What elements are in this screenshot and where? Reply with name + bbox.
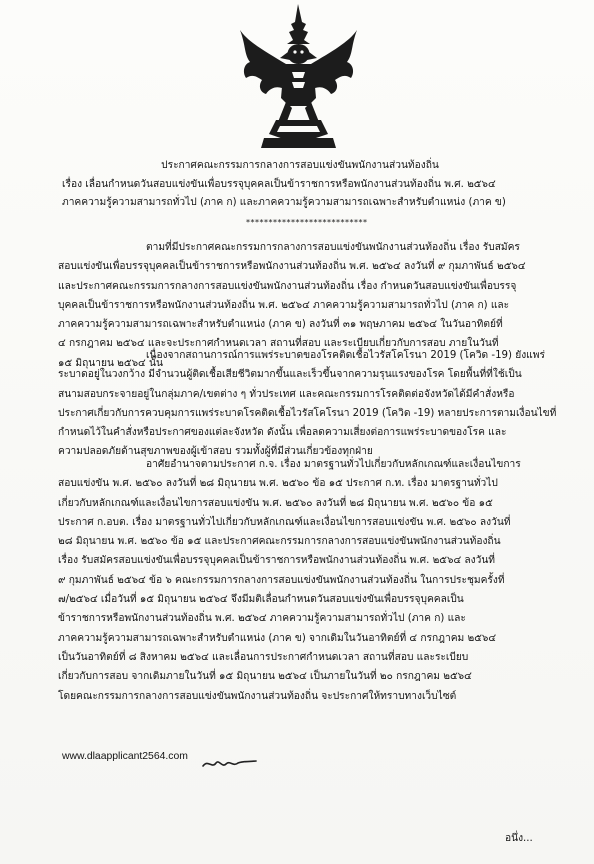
announcement-subject-line2: ภาคความรู้ความสามารถทั่วไป (ภาค ก) และภาคความรู้ความสามารถเฉพาะสำหรับตำแหน่ง (ภาค ข) — [62, 197, 506, 208]
website-url: www.dlaapplicant2564.com — [62, 751, 188, 762]
text-line: กำหนดไว้ในคำสั่งหรือประกาศของแต่ละจังหวัด ดังนั้น เพื่อลดความเสี่ยงต่อการแพร่ระบาดของโรค และ — [58, 427, 507, 439]
text-line: โดยคณะกรรมการกลางการสอบแข่งขันพนักงานส่วนท้องถิ่น จะประกาศให้ทราบทางเว็บไซต์ — [58, 690, 457, 702]
text-line: สอบแข่งขันเพื่อบรรจุบุคคลเป็นข้าราชการหรือพนักงานส่วนท้องถิ่น พ.ศ. ๒๕๖๔ ลงวันที่ ๙ กุมภาพันธ์ ๒๕๖๔ — [58, 261, 526, 273]
text-line: ๑๕ มิถุนายน ๒๕๖๔ นั้น — [58, 357, 163, 369]
text-line: และประกาศคณะกรรมการกลางการสอบแข่งขันพนักงานส่วนท้องถิ่น เรื่อง กำหนดวันสอบแข่งขันเพื่อบรรจุ — [58, 280, 517, 292]
garuda-emblem-icon — [236, 2, 361, 152]
text-line: เกี่ยวกับการสอบ จากเดิมภายในวันที่ ๑๕ มิถุนายน ๒๕๖๔ เป็นภายในวันที่ ๒๐ กรกฎาคม ๒๕๖๔ — [58, 671, 472, 683]
text-line: สนามสอบกระจายอยู่ในกลุ่มภาค/เขตต่าง ๆ ทั่วประเทศ และคณะกรรมการโรคติดต่อจังหวัดได้มีคำสั่งหรือ — [58, 388, 515, 400]
announcement-title: ประกาศคณะกรรมการกลางการสอบแข่งขันพนักงานส่วนท้องถิ่น — [161, 160, 439, 171]
text-line: ๗/๒๕๖๔ เมื่อวันที่ ๑๕ มิถุนายน ๒๕๖๔ จึงมีมติเลื่อนกำหนดวันสอบแข่งขันเพื่อบรรจุบุคคลเป็น — [58, 594, 464, 606]
text-line: ตามที่มีประกาศคณะกรรมการกลางการสอบแข่งขันพนักงานส่วนท้องถิ่น เรื่อง รับสมัคร — [146, 242, 520, 253]
text-line: ประกาศ ก.อบต. เรื่อง มาตรฐานทั่วไปเกี่ยวกับหลักเกณฑ์และเงื่อนไขการสอบแข่งขัน พ.ศ. ๒๕๖๐ ลงวันที่ — [58, 516, 511, 528]
text-line: สอบแข่งขัน พ.ศ. ๒๕๖๐ ลงวันที่ ๒๘ มิถุนายน พ.ศ. ๒๕๖๐ ข้อ ๑๕ ประกาศ ก.ท. เรื่อง มาตรฐานทั่วไป — [58, 478, 498, 490]
text-line: บุคคลเป็นข้าราชการหรือพนักงานส่วนท้องถิ่น พ.ศ. ๒๕๖๔ ภาคความรู้ความสามารถทั่วไป (ภาค ก) และ — [58, 299, 510, 311]
continuation-text: อนึ่ง... — [505, 833, 533, 844]
signature-icon — [200, 753, 260, 773]
text-line: ข้าราชการหรือพนักงานส่วนท้องถิ่น พ.ศ. ๒๕๖๔ ภาคความรู้ความสามารถทั่วไป (ภาค ก) และ — [58, 613, 466, 625]
text-line: อาศัยอำนาจตามประกาศ ก.จ. เรื่อง มาตรฐานทั่วไปเกี่ยวกับหลักเกณฑ์และเงื่อนไขการ — [146, 459, 521, 470]
star-divider: *************************** — [246, 218, 368, 227]
text-line: ความปลอดภัยด้านสุขภาพของผู้เข้าสอบ รวมทั้งผู้ที่มีส่วนเกี่ยวข้องทุกฝ่าย — [58, 446, 373, 458]
text-line: ภาคความรู้ความสามารถเฉพาะสำหรับตำแหน่ง (ภาค ข) จากเดิมในวันอาทิตย์ที่ ๔ กรกฎาคม ๒๕๖๔ — [58, 632, 497, 644]
text-line: ๒๘ มิถุนายน พ.ศ. ๒๕๖๐ ข้อ ๑๕ และประกาศคณะกรรมการกลางการสอบแข่งขันพนักงานส่วนท้องถิ่น — [58, 536, 501, 548]
announcement-subject-line1: เรื่อง เลื่อนกำหนดวันสอบแข่งขันเพื่อบรรจุบุคคลเป็นข้าราชการหรือพนักงานส่วนท้องถิ่น พ.ศ. ๒๕๖๔ — [62, 179, 496, 190]
text-line: ๔ กรกฎาคม ๒๕๖๔ และจะประกาศกำหนดเวลา สถานที่สอบ และระเบียบเกี่ยวกับการสอบ ภายในวันที่ — [58, 338, 499, 350]
text-line: ๙ กุมภาพันธ์ ๒๕๖๔ ข้อ ๖ คณะกรรมการกลางการสอบแข่งขันพนักงานส่วนท้องถิ่น ในการประชุมครั้งที่ — [58, 574, 505, 586]
text-line: เป็นวันอาทิตย์ที่ ๘ สิงหาคม ๒๕๖๔ และเลื่อนการประกาศกำหนดเวลา สถานที่สอบ และระเบียบ — [58, 651, 469, 663]
text-line: เกี่ยวกับหลักเกณฑ์และเงื่อนไขการสอบแข่งขัน พ.ศ. ๒๕๖๐ ลงวันที่ ๒๘ มิถุนายน พ.ศ. ๒๕๖๐ ข้อ ๑๕ — [58, 497, 493, 509]
text-line: ระบาดอยู่ในวงกว้าง มีจำนวนผู้ติดเชื้อเสียชีวิตมากขึ้นและเร็วขึ้นจากความรุนแรงของโรค โดยพื้นที่ที่ใช้เป็น — [58, 369, 522, 381]
text-line: เนื่องจากสถานการณ์การแพร่ระบาดของโรคติดเชื้อไวรัสโคโรนา 2019 (โควิด -19) ยังแพร่ — [146, 350, 545, 361]
paragraph-3 — [58, 455, 558, 706]
text-line: เรื่อง รับสมัครสอบแข่งขันเพื่อบรรจุบุคคลเป็นข้าราชการหรือพนักงานส่วนท้องถิ่น พ.ศ. ๒๕๖๔ ลงวันที่ — [58, 555, 496, 567]
paragraph-2 — [58, 346, 558, 462]
text-line: ประกาศเกี่ยวกับการควบคุมการแพร่ระบาดโรคติดเชื้อไวรัสโคโรนา 2019 (โควิด -19) หลายประการตามเงื่อนไขที่ — [58, 407, 557, 419]
text-line: ภาคความรู้ความสามารถเฉพาะสำหรับตำแหน่ง (ภาค ข) ลงวันที่ ๓๑ พฤษภาคม ๒๕๖๔ ในวันอาทิตย์ที่ — [58, 319, 503, 331]
